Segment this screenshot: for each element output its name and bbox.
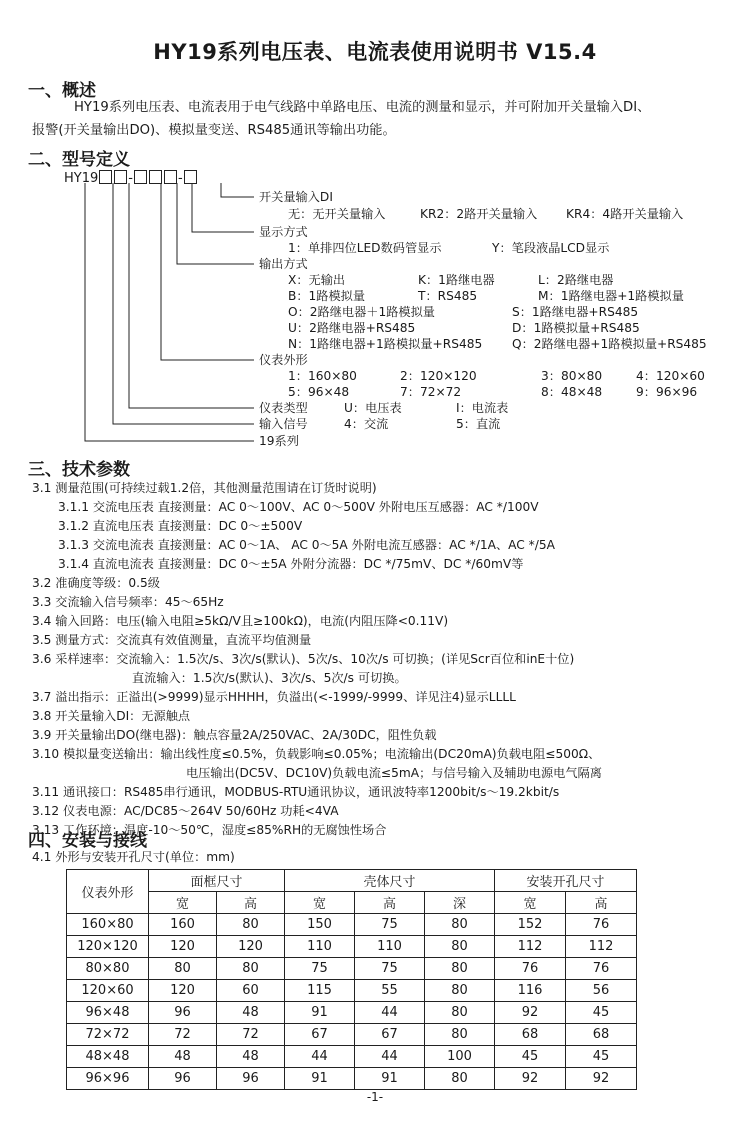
table-cell-shape: 120×60 [67, 980, 149, 1002]
table-cell: 80 [425, 1002, 495, 1024]
tech-3-7: 3.7 溢出指示：正溢出(>9999)显示HHHH，负溢出(<-1999/-9999、详见注4)显示LLLL [32, 690, 516, 704]
tech-3-13: 3.13 工作环境：温度-10～50℃，湿度≤85%RH的无腐蚀性场合 [32, 823, 387, 837]
table-cell: 92 [495, 1002, 566, 1024]
code-box-output [149, 170, 162, 184]
code-box-shape [134, 170, 147, 184]
table-row [67, 1002, 637, 1024]
table-cell: 112 [566, 936, 637, 958]
table-cell: 92 [495, 1068, 566, 1090]
table-cell: 44 [355, 1046, 425, 1068]
col-header-cutout: 安装开孔尺寸 [495, 870, 637, 892]
out-d: D：1路模拟量+RS485 [512, 321, 640, 335]
out-k: K：1路继电器 [418, 273, 495, 287]
table-cell: 75 [285, 958, 355, 980]
type-i: I：电流表 [456, 401, 509, 415]
dimension-table [66, 869, 637, 1090]
input-dc: 5：直流 [456, 417, 501, 431]
shape-5: 5：96×48 [288, 385, 350, 399]
shape-2: 2：120×120 [400, 369, 477, 383]
install-caption: 4.1 外形与安装开孔尺寸(单位：mm) [32, 850, 235, 864]
table-cell: 76 [566, 958, 637, 980]
group-shape: 仪表外形 [259, 353, 308, 367]
input-ac: 4：交流 [344, 417, 389, 431]
table-cell: 80 [425, 1068, 495, 1090]
group-input: 输入信号 [259, 417, 308, 431]
table-cell: 75 [355, 914, 425, 936]
table-cell: 80 [425, 1024, 495, 1046]
tech-3-8: 3.8 开关量输入DI：无源触点 [32, 709, 191, 723]
table-cell-shape: 96×48 [67, 1002, 149, 1024]
table-header-row [67, 870, 637, 892]
table-cell: 120 [217, 936, 285, 958]
table-body [67, 914, 637, 1090]
code-box-di [184, 170, 197, 184]
code-box-input [99, 170, 112, 184]
table-cell-shape: 72×72 [67, 1024, 149, 1046]
out-u: U：2路继电器+RS485 [288, 321, 416, 335]
table-cell: 112 [495, 936, 566, 958]
di-opt-1: 无：无开关量输入 [288, 207, 386, 221]
display-opt-1: 1：单排四位LED数码管显示 [288, 241, 442, 255]
out-q: Q：2路继电器+1路模拟量+RS485 [512, 337, 707, 351]
type-u: U：电压表 [344, 401, 402, 415]
table-cell: 120 [149, 980, 217, 1002]
table-cell: 67 [355, 1024, 425, 1046]
code-box-type [114, 170, 127, 184]
table-cell: 72 [149, 1024, 217, 1046]
sub-header: 宽 [149, 892, 217, 914]
table-row [67, 1068, 637, 1090]
table-cell: 48 [217, 1002, 285, 1024]
out-m: M：1路继电器+1路模拟量 [538, 289, 684, 303]
overview-line-2: 报警(开关量输出DO)、模拟量变送、RS485通讯等输出功能。 [32, 123, 396, 138]
table-cell: 72 [217, 1024, 285, 1046]
tech-3-1-3: 3.1.3 交流电流表 直接测量：AC 0～1A、 AC 0～5A 外附电流互感器：AC */1A、AC */5A [58, 538, 555, 552]
table-cell: 60 [217, 980, 285, 1002]
col-header-shape: 仪表外形 [67, 870, 149, 914]
table-cell: 75 [355, 958, 425, 980]
tech-3-1: 3.1 测量范围(可持续过载1.2倍，其他测量范围请在订货时说明) [32, 481, 377, 495]
table-cell: 80 [425, 936, 495, 958]
group-output: 输出方式 [259, 257, 308, 271]
table-row [67, 1024, 637, 1046]
table-cell: 152 [495, 914, 566, 936]
shape-9: 9：96×96 [636, 385, 698, 399]
table-cell: 160 [149, 914, 217, 936]
tech-3-12: 3.12 仪表电源：AC/DC85～264V 50/60Hz 功耗<4VA [32, 804, 339, 818]
out-b: B：1路模拟量 [288, 289, 366, 303]
out-s: S：1路继电器+RS485 [512, 305, 639, 319]
col-header-bezel: 面框尺寸 [149, 870, 285, 892]
overview-line-1: HY19系列电压表、电流表用于电气线路中单路电压、电流的测量和显示，并可附加开关量输入DI、 [74, 100, 651, 115]
table-cell: 91 [285, 1002, 355, 1024]
page-number: -1- [366, 1090, 384, 1104]
out-l: L：2路继电器 [538, 273, 614, 287]
out-n: N：1路继电器+1路模拟量+RS485 [288, 337, 483, 351]
table-cell-shape: 160×80 [67, 914, 149, 936]
table-cell: 68 [495, 1024, 566, 1046]
table-cell: 45 [495, 1046, 566, 1068]
table-cell: 45 [566, 1046, 637, 1068]
table-cell: 80 [425, 958, 495, 980]
model-prefix: HY19 [64, 171, 99, 186]
display-opt-2: Y：笔段液晶LCD显示 [492, 241, 610, 255]
table-cell: 91 [285, 1068, 355, 1090]
table-cell: 55 [355, 980, 425, 1002]
table-cell: 80 [217, 914, 285, 936]
group-di: 开关量输入DI [259, 190, 333, 204]
table-cell: 45 [566, 1002, 637, 1024]
tech-3-10: 3.10 模拟量变送输出：输出线性度≤0.5%，负载影响≤0.05%；电流输出(DC20mA)负载电阻≤500Ω、 [32, 747, 601, 761]
table-row [67, 936, 637, 958]
sub-header: 高 [566, 892, 637, 914]
tech-3-2: 3.2 准确度等级：0.5级 [32, 576, 160, 590]
group-display: 显示方式 [259, 225, 308, 239]
section-heading-model: 二、型号定义 [28, 150, 130, 170]
table-row [67, 914, 637, 936]
table-cell: 76 [495, 958, 566, 980]
table-cell: 80 [425, 980, 495, 1002]
tech-3-10-cont: 电压输出(DC5V、DC10V)负载电流≤5mA；与信号输入及辅助电源电气隔离 [186, 766, 602, 780]
out-o: O：2路继电器＋1路模拟量 [288, 305, 435, 319]
table-cell: 68 [566, 1024, 637, 1046]
tech-3-6-dc: 直流输入：1.5次/s(默认)、3次/s、5次/s 可切换。 [132, 671, 407, 685]
tech-3-5: 3.5 测量方式：交流真有效值测量，直流平均值测量 [32, 633, 312, 647]
tech-3-1-2: 3.1.2 直流电压表 直接测量：DC 0～±500V [58, 519, 303, 533]
table-cell: 120 [149, 936, 217, 958]
table-cell: 48 [149, 1046, 217, 1068]
table-cell: 91 [355, 1068, 425, 1090]
shape-8: 8：48×48 [541, 385, 603, 399]
table-cell-shape: 80×80 [67, 958, 149, 980]
table-cell: 100 [425, 1046, 495, 1068]
table-cell: 96 [149, 1068, 217, 1090]
di-opt-3: KR4：4路开关量输入 [566, 207, 684, 221]
table-cell: 80 [217, 958, 285, 980]
tech-3-9: 3.9 开关量输出DO(继电器)：触点容量2A/250VAC、2A/30DC，阻性负载 [32, 728, 437, 742]
col-header-housing: 壳体尺寸 [285, 870, 495, 892]
tech-3-11: 3.11 通讯接口：RS485串行通讯，MODBUS-RTU通讯协议，通讯波特率1200bit/s～19.2kbit/s [32, 785, 560, 799]
group-series: 19系列 [259, 434, 299, 448]
table-cell: 115 [285, 980, 355, 1002]
sub-header: 宽 [495, 892, 566, 914]
shape-7: 7：72×72 [400, 385, 462, 399]
table-row [67, 958, 637, 980]
table-cell: 80 [425, 914, 495, 936]
table-cell: 67 [285, 1024, 355, 1046]
shape-4: 4：120×60 [636, 369, 705, 383]
table-cell: 80 [149, 958, 217, 980]
table-cell-shape: 48×48 [67, 1046, 149, 1068]
model-code: HY19 - - [64, 169, 198, 189]
doc-title: HY19系列电压表、电流表使用说明书 V15.4 [153, 40, 597, 64]
table-cell: 76 [566, 914, 637, 936]
table-cell: 150 [285, 914, 355, 936]
table-cell: 110 [355, 936, 425, 958]
table-cell: 96 [149, 1002, 217, 1024]
table-cell: 56 [566, 980, 637, 1002]
table-cell-shape: 96×96 [67, 1068, 149, 1090]
table-cell: 92 [566, 1068, 637, 1090]
table-subheader-row [67, 892, 637, 914]
sub-header: 深 [425, 892, 495, 914]
out-x: X：无输出 [288, 273, 346, 287]
shape-1: 1：160×80 [288, 369, 357, 383]
table-cell: 116 [495, 980, 566, 1002]
table-cell: 44 [285, 1046, 355, 1068]
tech-3-6: 3.6 采样速率：交流输入：1.5次/s、3次/s(默认)、5次/s、10次/s 可切换；(详见Scr百位和inE十位) [32, 652, 575, 666]
group-type: 仪表类型 [259, 401, 308, 415]
table-cell: 44 [355, 1002, 425, 1024]
section-heading-install: 四、安装与接线 [28, 831, 147, 851]
tech-3-4: 3.4 输入回路：电压(输入电阻≥5kΩ/V且≥100kΩ)，电流(内阻压降<0.11V) [32, 614, 449, 628]
sub-header: 高 [217, 892, 285, 914]
table-row [67, 1046, 637, 1068]
di-opt-2: KR2：2路开关量输入 [420, 207, 538, 221]
tech-3-1-4: 3.1.4 直流电流表 直接测量：DC 0～±5A 外附分流器：DC */75mV、DC */60mV等 [58, 557, 524, 571]
section-heading-tech: 三、技术参数 [28, 460, 130, 480]
table-cell: 96 [217, 1068, 285, 1090]
code-box-display [164, 170, 177, 184]
table-cell: 110 [285, 936, 355, 958]
sub-header: 宽 [285, 892, 355, 914]
table-cell: 48 [217, 1046, 285, 1068]
tech-3-3: 3.3 交流输入信号频率：45～65Hz [32, 595, 224, 609]
shape-3: 3：80×80 [541, 369, 603, 383]
tech-3-1-1: 3.1.1 交流电压表 直接测量：AC 0～100V、AC 0～500V 外附电压互感器：AC */100V [58, 500, 539, 514]
sub-header: 高 [355, 892, 425, 914]
section-heading-overview: 一、概述 [28, 81, 96, 101]
table-row [67, 980, 637, 1002]
out-t: T：RS485 [418, 289, 478, 303]
table-cell-shape: 120×120 [67, 936, 149, 958]
